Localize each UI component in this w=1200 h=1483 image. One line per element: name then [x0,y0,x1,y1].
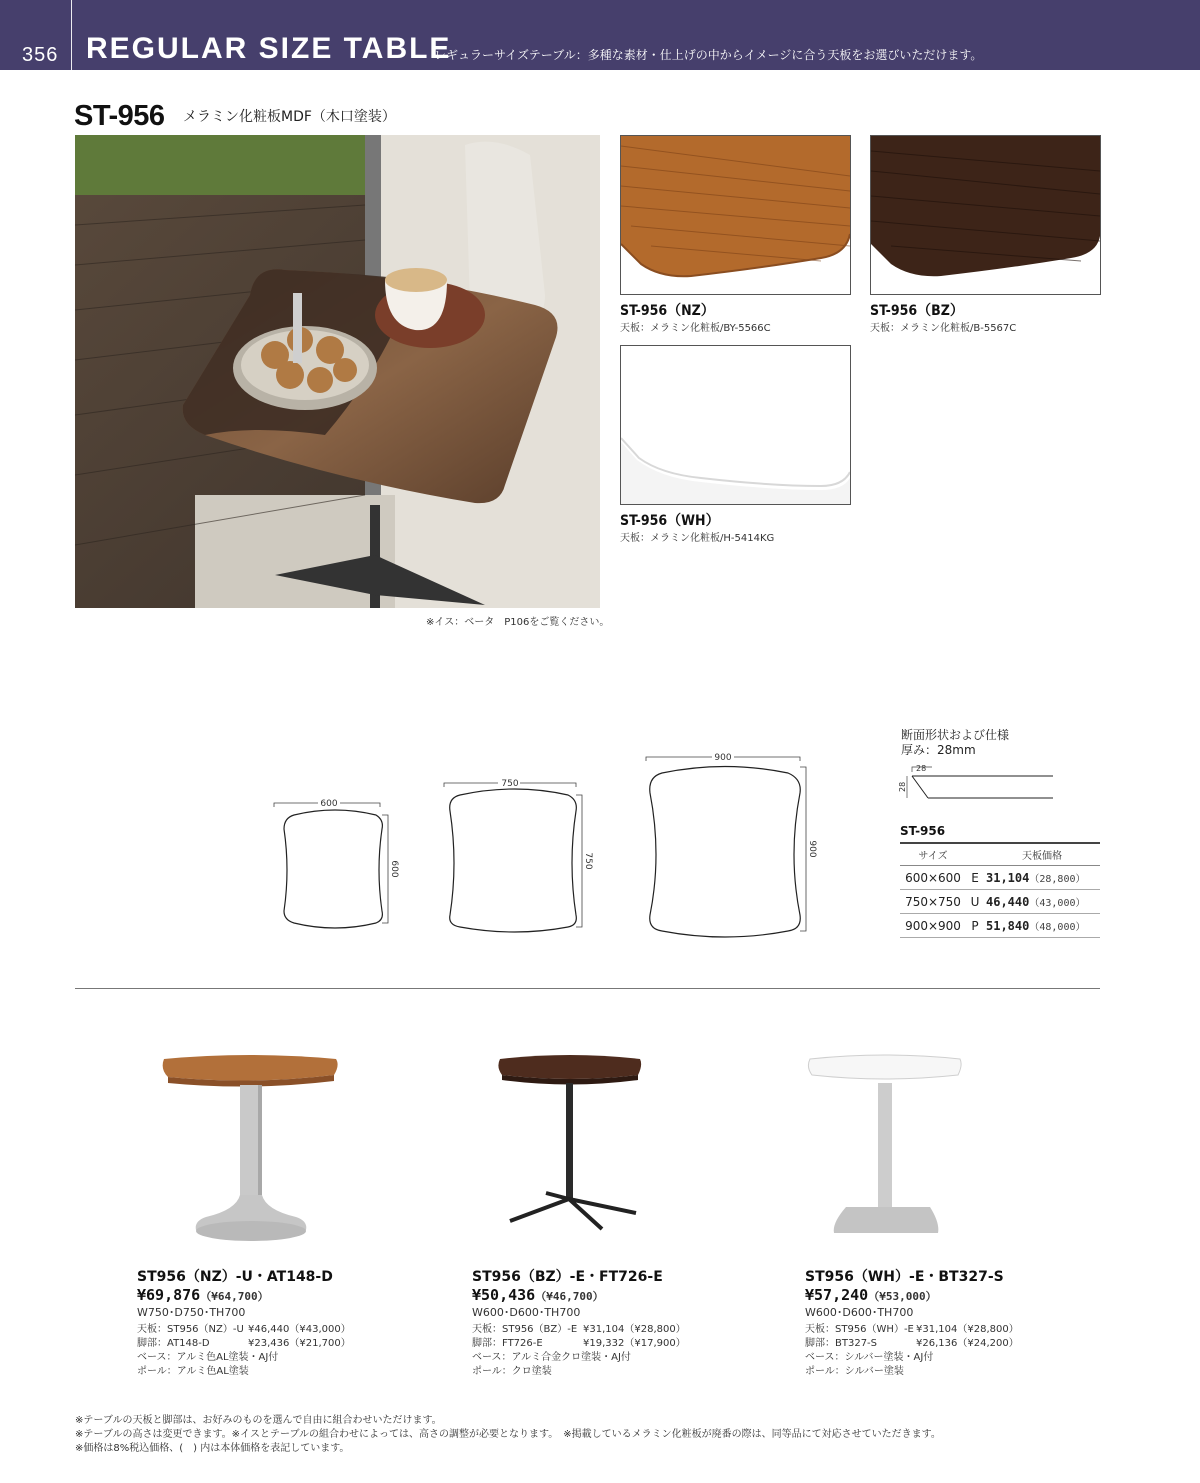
card-base-line: ベース：アルミ色AL塗装・AJ付 [137,1352,279,1363]
card-title: ST956（BZ）-E・FT726-E [472,1269,663,1285]
section-spec [901,728,1009,758]
section-thickness: 厚み：28mm [901,743,976,757]
row-size: 900×900 [900,914,966,938]
row-price: 31,104（28,800） [984,866,1100,890]
product-photo [75,135,600,608]
card-leg-line: 脚部：FT726-E ¥19,332（¥17,900） [472,1338,686,1349]
row-price: 51,840（48,000） [984,914,1100,938]
page-subtitle: レギュラーサイズテーブル：多種な素材・仕上げの中からイメージに合う天板をお選びいただけます。 [434,48,983,62]
swatch-bz-label: ST-956（BZ） [870,303,964,319]
product-image-nz [150,1045,350,1255]
page-title: REGULAR SIZE TABLE [86,32,452,65]
product-card [472,1266,772,1386]
swatch-bz-sub: 天板：メラミン化粧板/B-5567C [870,323,1017,334]
card-pole-line: ポール：シルバー塗装 [805,1366,904,1377]
row-code: E [966,866,984,890]
section-spec-heading: 断面形状および仕様 [901,728,1010,742]
section-dim-h: 28 [916,764,927,773]
card-pole-line: ポール：クロ塗装 [472,1366,552,1377]
card-dimensions: W750･D750･TH700 [137,1306,246,1319]
section-dim-v: 28 [898,781,907,792]
section-divider [75,988,1100,989]
card-dimensions: W600･D600･TH700 [472,1306,581,1319]
card-price: ¥57,240（¥53,000） [805,1286,937,1304]
table-row [900,866,1100,890]
card-price: ¥69,876（¥64,700） [137,1286,269,1304]
swatch-nz-label: ST-956（NZ） [620,303,715,319]
table-outline-900 [650,767,801,938]
row-code: P [966,914,984,938]
price-table [900,842,1100,938]
footnote: ※価格は8%税込価格、( ) 内は本体価格を表記しています。 [75,1443,350,1454]
table-outline-750 [450,789,577,932]
card-top-line: 天板：ST956（WH）-E ¥31,104（¥28,800） [805,1324,1019,1335]
row-size: 600×600 [900,866,966,890]
footnotes [75,1414,941,1456]
footnote: ※テーブルの高さは変更できます。※イスとテーブルの組合わせによっては、高さの調整が必要となります。 ※掲載しているメラミン化粧板が廃番の際は、同等品にて対応させていただきます。 [75,1429,941,1440]
swatch-wh [620,345,851,505]
swatch-nz [620,135,851,295]
card-title: ST956（WH）-E・BT327-S [805,1269,1004,1285]
product-description: メラミン化粧板MDF（木口塗装） [183,109,396,125]
card-dimensions: W600･D600･TH700 [805,1306,914,1319]
card-base-line: ベース：シルバー塗装・AJ付 [805,1352,934,1363]
card-top-line: 天板：ST956（NZ）-U ¥46,440（¥43,000） [137,1324,351,1335]
dim-d-600: 600 [389,860,399,878]
price-table-model: ST-956 [900,824,946,838]
row-code: U [966,890,984,914]
row-price: 46,440（43,000） [984,890,1100,914]
card-pole-line: ポール：アルミ色AL塗装 [137,1366,249,1377]
card-price: ¥50,436（¥46,700） [472,1286,604,1304]
product-card [805,1266,1105,1386]
section-profile-diagram [898,762,1058,802]
swatch-bz [870,135,1101,295]
photo-note: ※イス：ベータ P106をご覧ください。 [426,617,610,628]
dim-w-750: 750 [501,779,519,789]
card-title: ST956（NZ）-U・AT148-D [137,1269,333,1285]
dim-w-600: 600 [320,799,338,809]
product-image-bz [490,1045,650,1245]
table-row [900,890,1100,914]
swatch-wh-sub: 天板：メラミン化粧板/H-5414KG [620,533,775,544]
header-divider [71,0,72,70]
table-row [900,914,1100,938]
footnote: ※テーブルの天板と脚部は、お好みのものを選んで自由に組合わせいただけます。 [75,1415,442,1426]
dim-d-900: 900 [807,840,817,858]
row-size: 750×750 [900,890,966,914]
product-image-wh [800,1045,970,1245]
card-top-line: 天板：ST956（BZ）-E ¥31,104（¥28,800） [472,1324,686,1335]
table-outline-600 [284,810,382,928]
card-leg-line: 脚部：AT148-D ¥23,436（¥21,700） [137,1338,351,1349]
swatch-nz-sub: 天板：メラミン化粧板/BY-5566C [620,323,771,334]
product-model: ST-956 [74,100,165,132]
product-card [137,1266,437,1386]
dim-d-750: 750 [583,852,593,870]
price-table-header-size: サイズ [900,843,966,866]
swatch-wh-label: ST-956（WH） [620,513,720,529]
card-leg-line: 脚部：BT327-S ¥26,136（¥24,200） [805,1338,1019,1349]
dim-w-900: 900 [714,753,732,763]
price-table-header-price: 天板価格 [984,843,1100,866]
size-diagram [260,745,820,955]
page-number: 356 [22,44,59,66]
card-base-line: ベース：アルミ合金クロ塗装・AJ付 [472,1352,631,1363]
